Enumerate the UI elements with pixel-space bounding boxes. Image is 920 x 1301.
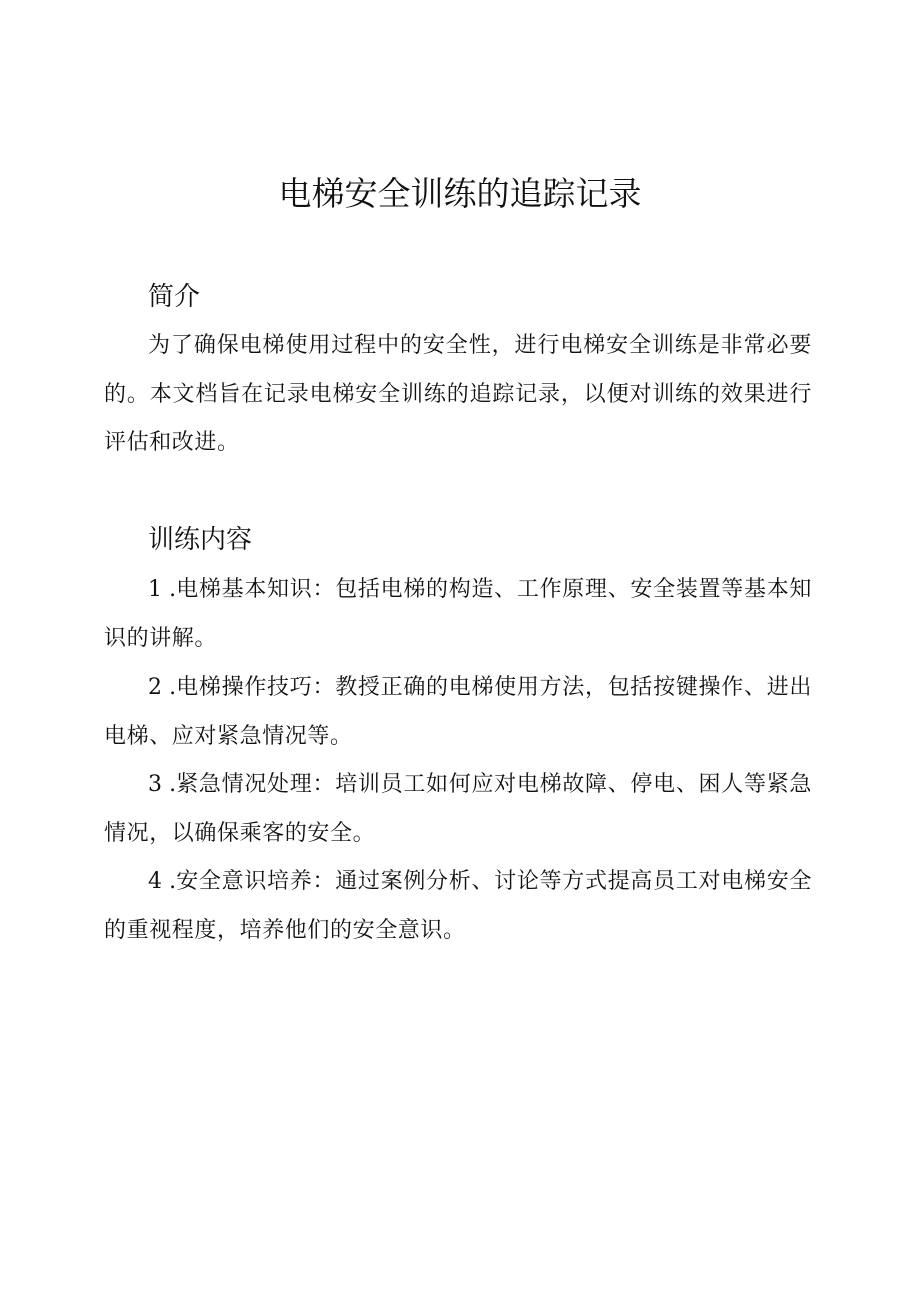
training-item-number: 4 . — [148, 869, 177, 894]
training-item-text: 安全意识培养：通过案例分析、讨论等方式提高员工对电梯安全的重视程度，培养他们的安全意识。 — [104, 869, 813, 943]
training-item-number: 2 . — [148, 675, 177, 700]
document-title: 电梯安全训练的追踪记录 — [278, 174, 642, 213]
training-item — [104, 761, 812, 858]
training-item — [104, 858, 812, 955]
training-item-text: 电梯操作技巧：教授正确的电梯使用方法，包括按键操作、进出电梯、应对紧急情况等。 — [104, 675, 813, 749]
training-heading: 训练内容 — [148, 525, 253, 555]
training-item — [104, 664, 812, 761]
training-item — [104, 566, 812, 663]
intro-paragraph: 为了确保电梯使用过程中的安全性，进行电梯安全训练是非常必要的。本文档旨在记录电梯安全训练的追踪记录，以便对训练的效果进行评估和改进。 — [104, 333, 812, 455]
training-item-number: 1 . — [148, 577, 177, 602]
training-item-text: 紧急情况处理：培训员工如何应对电梯故障、停电、困人等紧急情况，以确保乘客的安全。 — [104, 772, 813, 846]
training-item-text: 电梯基本知识：包括电梯的构造、工作原理、安全装置等基本知识的讲解。 — [104, 577, 813, 651]
training-item-number: 3 . — [148, 772, 177, 797]
intro-heading: 简介 — [148, 282, 201, 312]
